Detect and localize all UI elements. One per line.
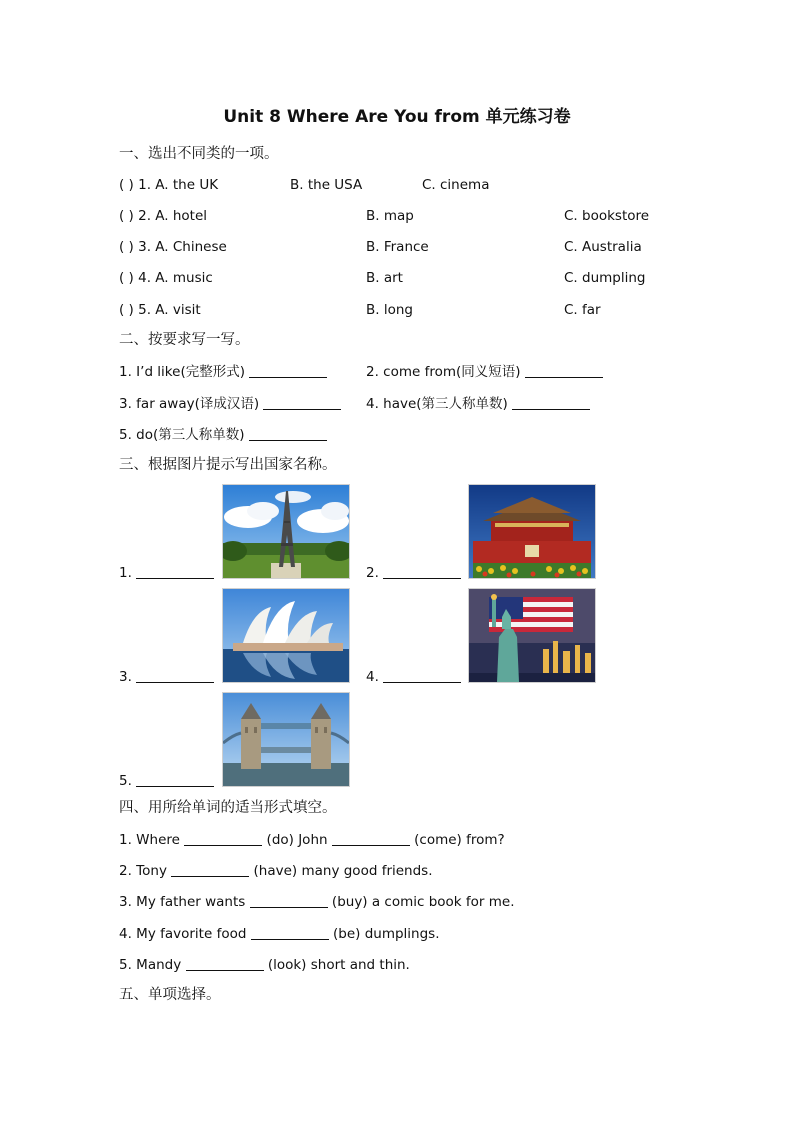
part2-q5: 5. do(第三人称单数) (119, 426, 327, 444)
part3-q3: 3. (119, 668, 214, 686)
part3-heading: 三、根据图片提示写出国家名称。 (119, 457, 337, 473)
part1-q1-a: ( ) 1. A. the UK (119, 177, 219, 193)
part1-q4-c: C. dumpling (564, 270, 646, 286)
answer-blank[interactable] (184, 831, 262, 846)
answer-blank[interactable] (249, 426, 327, 441)
part4-q1: 1. Where (do) John (come) from? (119, 832, 505, 848)
part1-q5-b: B. long (366, 302, 413, 318)
answer-blank[interactable] (332, 831, 410, 846)
answer-blank[interactable] (249, 363, 327, 378)
tiananmen-photo (468, 484, 596, 579)
part1-q4-b: B. art (366, 270, 403, 286)
part2-heading: 二、按要求写一写。 (119, 332, 250, 348)
part1-q2-a: ( ) 2. A. hotel (119, 208, 208, 224)
answer-blank[interactable] (136, 772, 214, 787)
answer-blank[interactable] (383, 564, 461, 579)
part1-q4-a: ( ) 4. A. music (119, 270, 213, 286)
part1-q2-b: B. map (366, 208, 414, 224)
answer-blank[interactable] (525, 363, 603, 378)
part3-q5: 5. (119, 772, 214, 790)
answer-blank[interactable] (136, 564, 214, 579)
part4-q2: 2. Tony (have) many good friends. (119, 863, 433, 879)
part2-q2: 2. come from(同义短语) (366, 363, 603, 381)
part1-heading: 一、选出不同类的一项。 (119, 146, 279, 162)
part1-q3-b: B. France (366, 239, 429, 255)
eiffel-tower-photo (222, 484, 350, 579)
part4-heading: 四、用所给单词的适当形式填空。 (119, 800, 337, 816)
part2-q3: 3. far away(译成汉语) (119, 395, 341, 413)
answer-blank[interactable] (512, 395, 590, 410)
answer-blank[interactable] (383, 668, 461, 683)
part1-q3-a: ( ) 3. A. Chinese (119, 239, 227, 255)
part2-q1: 1. I’d like(完整形式) (119, 363, 327, 381)
part1-q5-c: C. far (564, 302, 601, 318)
part4-q5: 5. Mandy (look) short and thin. (119, 957, 410, 973)
sydney-opera-house-photo (222, 588, 350, 683)
tower-bridge-photo (222, 692, 350, 787)
part1-q3-c: C. Australia (564, 239, 642, 255)
part3-q4: 4. (366, 668, 461, 686)
answer-blank[interactable] (263, 395, 341, 410)
answer-blank[interactable] (171, 862, 249, 877)
part5-heading: 五、单项选择。 (119, 987, 221, 1003)
part1-q2-c: C. bookstore (564, 208, 650, 224)
answer-blank[interactable] (186, 956, 264, 971)
part1-q1-c: C. cinema (422, 177, 490, 193)
part2-q4: 4. have(第三人称单数) (366, 395, 590, 413)
part4-q3: 3. My father wants (buy) a comic book for me. (119, 894, 515, 910)
part4-q4: 4. My favorite food (be) dumplings. (119, 926, 440, 942)
part1-q1-b: B. the USA (290, 177, 363, 193)
statue-of-liberty-photo (468, 588, 596, 683)
part1-q5-a: ( ) 5. A. visit (119, 302, 201, 318)
answer-blank[interactable] (251, 925, 329, 940)
part3-q2: 2. (366, 564, 461, 582)
part3-q1: 1. (119, 564, 214, 582)
answer-blank[interactable] (136, 668, 214, 683)
answer-blank[interactable] (250, 893, 328, 908)
worksheet-title: Unit 8 Where Are You from 单元练习卷 (223, 107, 571, 127)
